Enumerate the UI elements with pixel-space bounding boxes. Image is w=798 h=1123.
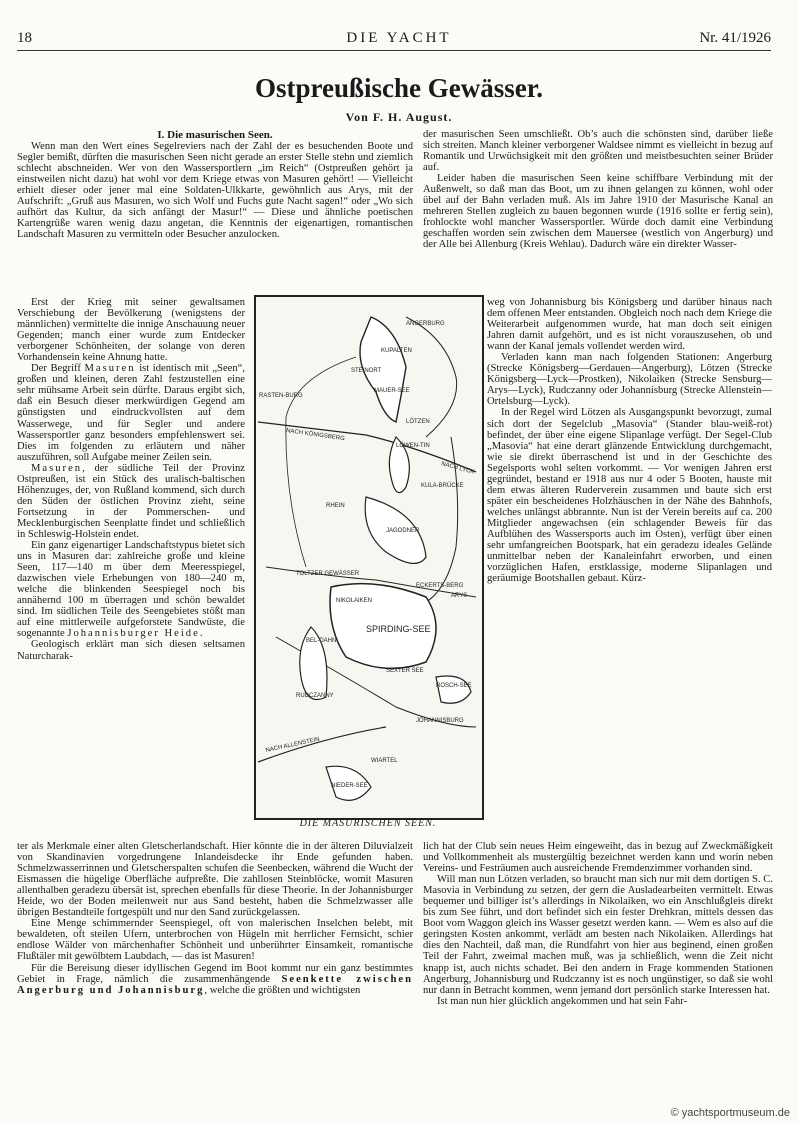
map-label: SEXTER SEE: [386, 668, 424, 674]
lake-shape: [436, 676, 471, 703]
paragraph: weg von Johannisburg bis Königsberg und darüber hinaus nach dem offenen Meer entstanden. Obgleich noch nach dem Kriege die Weiterarbeit aufgenommen wurde, hat man doch seit einigen Jahren damit aufgehört, und es ist nicht vorauszusehen, ob und wann der Kanal jemals vollendet werden wird.: [487, 297, 772, 353]
paragraph: Verladen kann man nach folgenden Stationen: Angerburg (Strecke Königsberg—Gerdauen—Angerburg), Lötzen (Strecke Königsberg—Lyck—Prostken), Nikolaiken (Strecke Sensburg—Arys—Lyck), Rudczanny oder Johannisburg (Strecke Allenstein—Ortelsburg—Lyck).: [487, 352, 772, 408]
map-caption: DIE MASURISCHEN SEEN.: [299, 818, 437, 829]
map-label: STEINORT: [351, 368, 382, 374]
section-heading: I. Die masurischen Seen.: [157, 129, 273, 141]
paragraph: Wenn man den Wert eines Segelreviers nach der Zahl der es besuchenden Boote und Segler bemißt, dürften die masurischen Seen nicht gerade an erster Stelle stehn und ziemlich schlecht abschneiden. Wer von den Wassersportlern „im Reich“ (Ostpreußen gehört ja einstweilen nicht dazu) hat wohl vor dem Kriege etwas von Masuren gehört! — Vielleicht erhielt dieser oder jener mal eine Soldaten-Ulkkarte, gewöhnlich aus Arys, mit der Aufschrift: „Gruß aus Masuren, wo sich Wolf und Fuchs gute Nacht sagen!“ oder „Wo sich aufhört das Kultur, da sich anfängt der Masur!“ — Diese und ähnliche poetischen Kartengrüße waren wenig dazu angetan, die Kenntnis der eigenartigen, romantischen Landschaft Masuren zu vermitteln oder Besucher anzulocken.: [17, 141, 413, 241]
map-label: NACH ALLENSTEIN: [265, 736, 321, 754]
map-label: LÖTZEN: [406, 419, 430, 425]
header-rule: [17, 50, 771, 51]
watermark: © yachtsportmuseum.de: [670, 1107, 790, 1119]
paragraph: Erst der Krieg mit seiner gewaltsamen Verschiebung der Bevölkerung (wenigstens der männlichen) vermittelte die innige Anschauung neuer Gegenden; manch einer wurde zum Entdecker verborgener Schönheiten, der solange von deren Vorhandensein keine Ahnung hatte.: [17, 297, 245, 364]
text: Für die Bereisung dieser idyllischen Gegend im Boot kommt nur ein ganz bestimmtes Gebiet in Frage, nämlich die zusammenhängende: [17, 962, 413, 985]
paragraph: In der Regel wird Lötzen als Ausgangspunkt bevorzugt, zumal sich dort der Segelclub „Masovia“ (Stander blau-weiß-rot) befindet, der über eine eigene Slipanlage verfügt. Der Segel-Club „Masovia“ hat eine derart glänzende Entwicklung durchgemacht, wie sie direkt überraschend ist und in der Geschichte des Segelsports wohl selten vorkommt. — Vor wenigen Jahren erst gegründet, bestand er 1918 aus nur 4 oder 5 Booten, hauste mit dem etwas älteren Ruderverein zusammen und baute sich erst später ein bescheidenes Holzhäuschen in der Nähe des Bahnhofs, welches unlängst abbrannte. Nun ist der Verein bereits auf ca. 200 Mitglieder angewachsen (ein schlagender Beweis für das Aufblühen des Wassersports auch im Osten), verfügt über einen sehr umfangreichen Bootspark, hat ein geradezu ideales Gelände unmittelbar neben der Kanaleinfahrt erworben, und einen vorzüglichen Hafen, erstklassige, moderne Slipanlagen und geräumige Bootshallen gebaut. Kürz-: [487, 407, 772, 585]
right-top-block: [423, 129, 773, 251]
paragraph: Leider haben die masurischen Seen keine schiffbare Verbindung mit der Außenwelt, so daß man das Boot, um zu ihnen gelangen zu können, wohl oder übel auf der Bahn verladen muß. Als im Jahre 1910 der Masurische Kanal an mehreren Stellen zugleich zu bauen begonnen wurde (1916 sollte er fertig sein), frohlockte wohl mancher Wassersportler. Würde doch damit eine Verbindung geschaffen worden sein zwischen dem Mauersee (westlich von Angerburg) und der Alle bei Allenburg (Kreis Wehlau). Dadurch wäre ein direkter Wasser-: [423, 173, 773, 251]
magazine-name: DIE YACHT: [346, 30, 452, 46]
map-label: ECKERTS-BERG: [416, 583, 464, 589]
issue-number: Nr. 41/1926: [699, 30, 771, 46]
article-title: Ostpreußische Gewässer.: [254, 73, 543, 103]
map-label: KUPALTEN: [381, 348, 412, 354]
left-bottom-block: [17, 841, 413, 996]
map-label: TOLTZER GEWÄSSER: [296, 571, 360, 577]
map-label: NACH LYCK: [440, 461, 475, 476]
spaced-term: Masuren: [84, 363, 136, 375]
lake-map: [256, 297, 478, 814]
paragraph: Geologisch erklärt man sich diesen seltsamen Naturcharak-: [17, 639, 245, 662]
map-label: RHEIN: [326, 503, 345, 509]
paragraph: ter als Merkmale einer alten Gletscherlandschaft. Hier könnte die in der älteren Diluvialzeit von Skandinavien vorgedrungene Inlandeisdecke ihr Ende gefunden haben. Schmelzwasserrinnen und Gletscherspalten schufen die Seenbecken, während die Wucht der Eismassen die hügelige Oberfläche aufpreßte. Die zahllosen Steinblöcke, womit Masuren allenthalben geradezu übersät ist, sprechen ebenfalls für diese Theorie. In der Johannisburger Heide, wo der Boden meilenweit nur aus Sand besteht, haben die Schmelzwasser alle übrigen Bestandteile fortgespült und nur den Sand zurückgelassen.: [17, 841, 413, 919]
paragraph: [17, 540, 245, 639]
paragraph: [17, 963, 413, 996]
map-label: SPIRDING-SEE: [366, 624, 431, 634]
paragraph: Ist man nun hier glücklich angekommen und hat sein Fahr-: [437, 995, 688, 1007]
article-byline: Von F. H. August.: [345, 110, 453, 124]
right-bottom-block: [423, 841, 773, 1007]
map-label: NACH KÖNIGSBERG: [285, 428, 345, 443]
map-label: ARYS: [451, 593, 468, 599]
map-label: RASTEN-BURG: [259, 393, 303, 399]
paragraph: [17, 363, 245, 462]
spaced-term: Masuren: [31, 462, 83, 474]
text: .: [199, 628, 203, 640]
map-label: NIEDER-SEE: [331, 783, 368, 789]
text: , welche die größten und wichtigsten: [204, 984, 361, 996]
map-label: ANGERBURG: [406, 321, 445, 327]
map-label: JAGODNER: [386, 528, 420, 534]
spaced-term: Seenkette zwischen Angerburg und Johannisburg: [17, 973, 414, 996]
right-narrow-column: [487, 297, 772, 584]
map-label: KULA-BRÜCKE: [421, 483, 464, 489]
map-label: ROSCH-SEE: [436, 683, 472, 689]
page-number: 18: [17, 30, 32, 46]
map-label: WIARTEL: [371, 758, 398, 764]
map-label: LÖWEN-TIN: [396, 443, 430, 449]
paragraph: Will man nun Lötzen verladen, so braucht man sich nur mit dem dortigen S. C. Masovia in Verbindung zu setzen, der gern die Ausladearbeiten vermittelt. Etwas bequemer und billiger ist’s allerdings in Nikolaiken, wo ein Anschlußgleis direkt bis zum See führt, und dort befindet sich ein fester Drehkran, mittels dessen das Boot vom Waggon gleich ins Wasser gesetzt werden kann. — Wem es also auf die geringsten Kosten ankommt, verlädt am besten nach Nikolaiken. Allerdings hat dies den Nachteil, daß man, die Rundfahrt von hier aus beginend, einen großen Teil der Fahrt, zweimal machen muß, was ja schließlich, wenn die Zeit nicht knapp ist, auch nichts schadet. Bei den andern in Frage kommenden Stationen Angerburg, Johannisburg und Rudczanny ist es noch ungünstiger, so daß sie wohl nur dann in Betracht kommen, wenn jemand dort persönlich starke Interessen hat.: [423, 874, 773, 996]
map-label: MAUER-SEE: [374, 388, 410, 394]
map-label: NIKOLAIKEN: [336, 598, 373, 604]
left-narrow-column: [17, 297, 245, 662]
paragraph: Eine Menge schimmernder Seenspiegel, oft von malerischen Inselchen belebt, mit bewaldeten, oft steilen Ufern, unterbrochen von Hügeln mit herrlicher Fernsicht, schier endlose Wälder von märchenhafter Schönheit und unberührter Einsamkeit, romantische Flußtäler mit gewölbtem Laubdach, — das ist Masuren!: [17, 918, 413, 963]
spaced-term: Johannisburger Heide: [67, 628, 200, 640]
railway-line: [286, 357, 356, 567]
text: ist identisch mit „Seen“, großen und kleinen, deren Zahl festzustellen eine sehr mühsame Arbeit sein dürfte. Daraus ergibt sich, daß ein Besuch dieser merkwürdigen Gegend am günstigsten und eindruckvollsten auf dem Wasserwege, und für Segler und andere Wassersportler ganz besonders empfehlenswert sei. Dies im folgenden zu erläutern und näher auszuführen, soll Aufgabe meiner Zeilen sein.: [17, 363, 246, 463]
text: , der südliche Teil der Provinz Ostpreußen, ist ein Stück des uralisch-baltischen Höhenzuges, der, von Rußland kommend, sich durch den Süden der östlichen Provinz zieht, seine Fortsetzung in der Pommerschen- und Mecklenburgischen Seenplatte findet und schließlich in Schleswig-Holstein endet.: [17, 462, 245, 540]
map-label: JOHANNISBURG: [416, 718, 464, 724]
map-label: RUDCZANNY: [296, 693, 334, 699]
railway-line: [258, 727, 386, 762]
paragraph: [17, 463, 245, 540]
left-top-block: [17, 129, 413, 240]
text: Der Begriff: [31, 363, 81, 375]
text: Ein ganz eigenartiger Landschaftstypus bietet sich uns in Masuren dar: zahlreiche große und kleine Seen, 117—140 m über dem Meeresspiegel, dazwischen viele Erhebungen von 180—240 m, welche die blinkenden Seespiegel noch bis annähernd 100 m überragen und schön bewaldet sind. Im südlichen Teile des Seengebietes stößt man auf eine mittlerweile aufgeforstete Sandwüste, die sogenannte: [17, 540, 245, 640]
paragraph: lich hat der Club sein neues Heim eingeweiht, das in bezug auf Zweckmäßigkeit und Vollkommenheit als mustergültig bezeichnet werden kann und worin neben Vereins- und Festräumen auch ausreichende Fremdenzimmer vorhanden sind.: [423, 841, 773, 875]
paragraph: der masurischen Seen umschließt. Ob’s auch die schönsten sind, darüber ließe sich streiten. Manch kleiner verborgener Waldsee nimmt es vielleicht in bezug auf Romantik und Urwüchsigkeit mit den größten und meistbesuchten seiner Brüder auf.: [423, 129, 773, 174]
map-figure: [254, 295, 484, 820]
map-label: BEL-DAHN: [306, 638, 337, 644]
